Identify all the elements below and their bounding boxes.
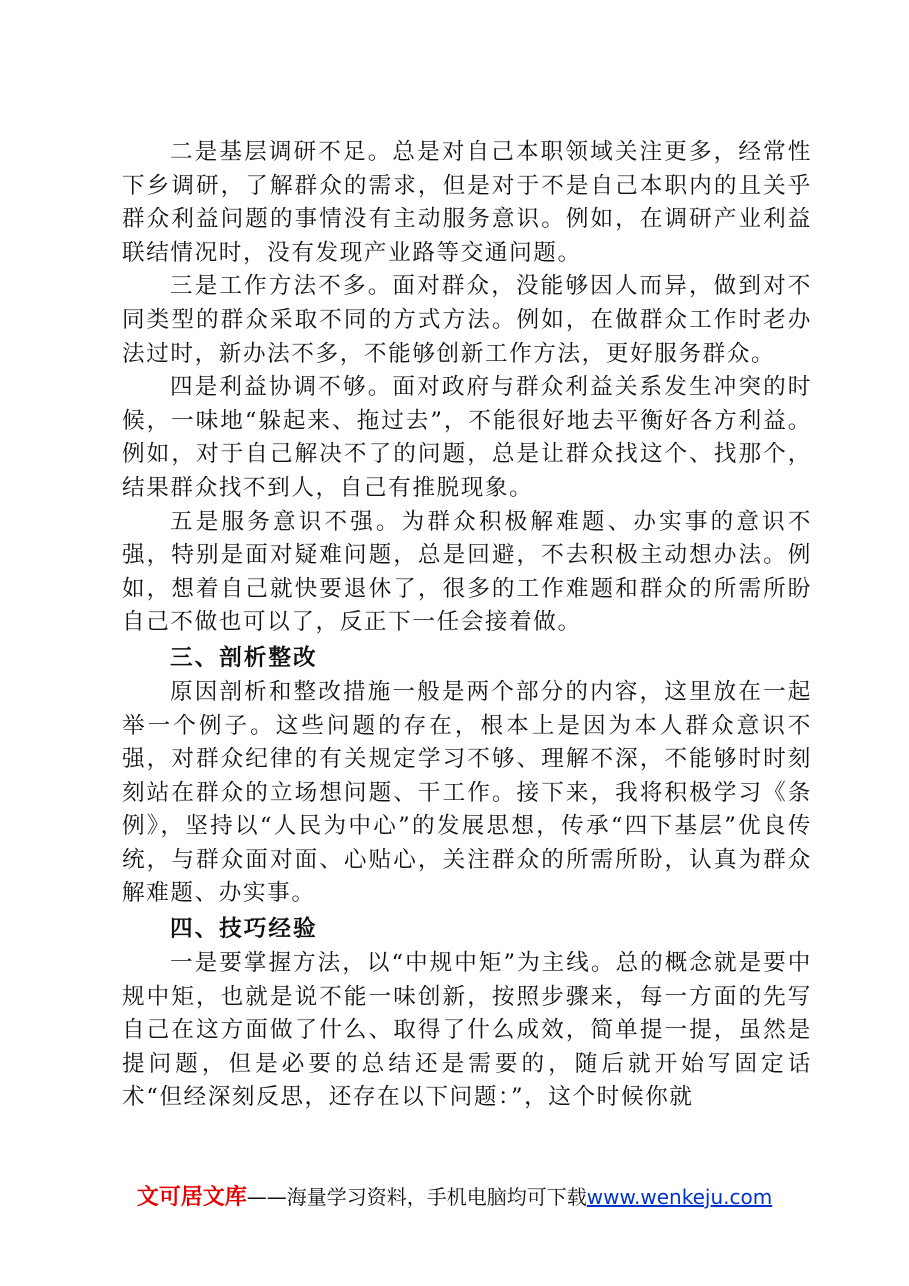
- document-body: [122, 136, 812, 1115]
- footer-slogan: ——海量学习资料，手机电脑均可下载: [246, 1185, 587, 1209]
- paragraph-interest-coordination: 四是利益协调不够。面对政府与群众利益关系发生冲突的时候，一味地“躲起来、拖过去”，不能很好地去平衡好各方利益。例如，对于自己解决不了的问题，总是让群众找这个、找那个，结果群众找不到人，自己有推脱现象。: [122, 374, 812, 501]
- paragraph-grassroots-research: 二是基层调研不足。总是对自己本职领域关注更多，经常性下乡调研，了解群众的需求，但是对于不是自己本职内的且关乎群众利益问题的事情没有主动服务意识。例如，在调研产业利益联结情况时，没有发现产业路等交通问题。: [122, 139, 812, 266]
- footer-brand: 文可居文库: [136, 1185, 247, 1210]
- paragraph-service-awareness: 五是服务意识不强。为群众积极解难题、办实事的意识不强，特别是面对疑难问题，总是回避，不去积极主动想办法。例如，想着自己就快要退休了，很多的工作难题和群众的所需所盼自己不做也可以了，反正下一任会接着做。: [122, 508, 812, 636]
- section-heading-tips: 四、技巧经验: [170, 916, 318, 943]
- paragraph-analysis-rectification: 原因剖析和整改措施一般是两个部分的内容，这里放在一起举一个例子。这些问题的存在，根本上是因为本人群众意识不强，对群众纪律的有关规定学习不够、理解不深，不能够时时刻刻站在群众的立场想问题、干工作。接下来，我将积极学习《条例》，坚持以“人民为中心”的发展思想，传承“四下基层”优良传统，与群众面对面、心贴心，关注群众的所需所盼，认真为群众解难题、办实事。: [122, 678, 812, 907]
- footer-website-link[interactable]: www.wenkeju.com: [586, 1185, 773, 1209]
- section-heading-analysis: 三、剖析整改: [170, 644, 318, 671]
- paragraph-work-methods: 三是工作方法不多。面对群众，没能够因人而异，做到对不同类型的群众采取不同的方式方法。例如，在做群众工作时老办法过时，新办法不多，不能够创新工作方法，更好服务群众。: [122, 273, 812, 367]
- footer-banner: [0, 1180, 909, 1211]
- paragraph-master-method: 一是要掌握方法，以“中规中矩”为主线。总的概念就是要中规中矩，也就是说不能一味创新，按照步骤来，每一方面的先写自己在这方面做了什么、取得了什么成效，简单提一提，虽然是提问题，但是必要的总结还是需要的，随后就开始写固定话术“但经深刻反思，还存在以下问题：”，这个时候你就: [122, 950, 812, 1111]
